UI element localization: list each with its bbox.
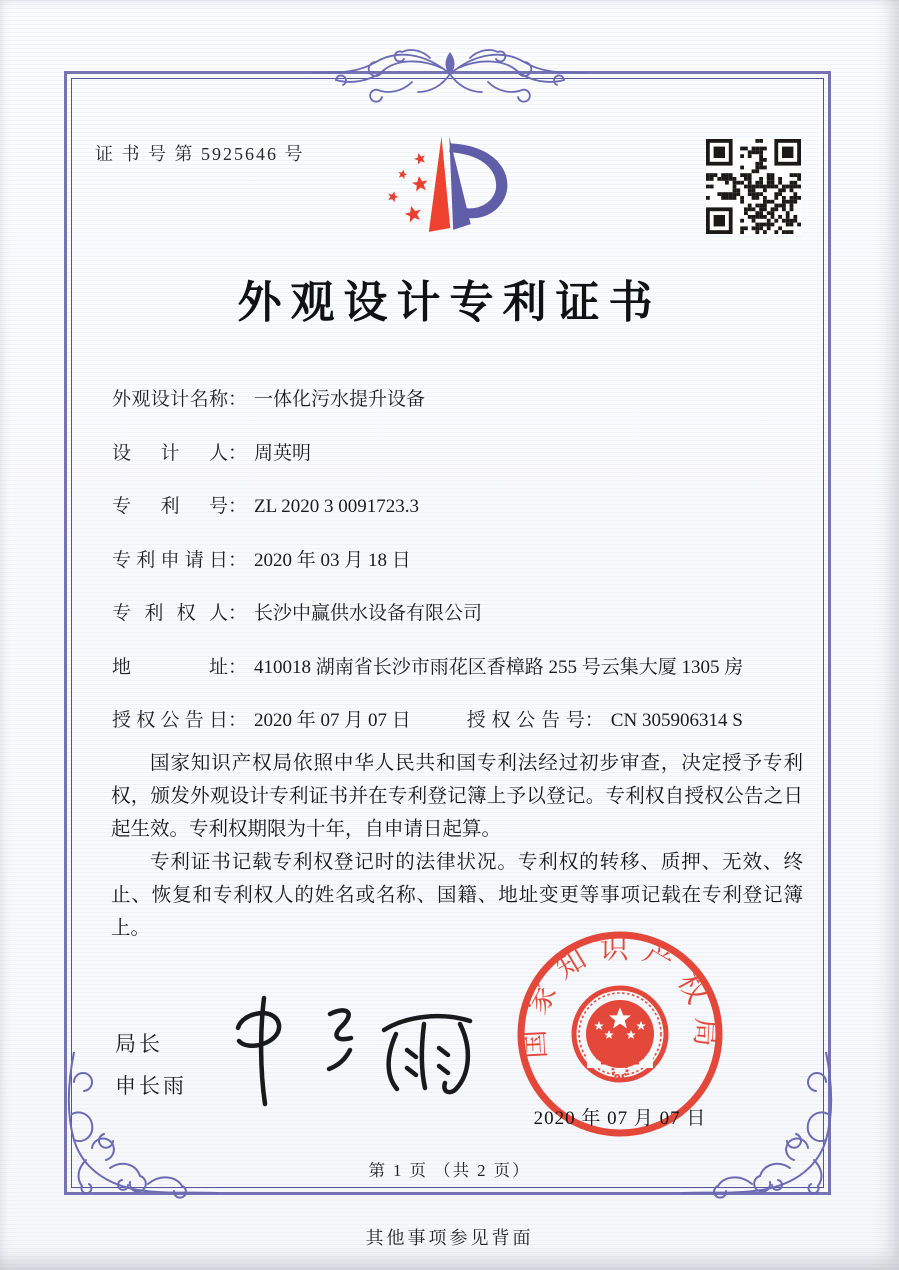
field-label: 专利权人 [112,603,228,624]
cnipa-logo-icon [352,126,566,256]
field-value: 2020 年 03 月 18 日 [254,549,411,571]
field-value: 一体化污水提升设备 [254,389,426,410]
field-label: 设计人 [112,442,228,464]
field-value: ZL 2020 3 0091723.3 [254,496,420,517]
field-list [112,384,812,759]
field-value: 410018 湖南省长沙市雨花区香樟路 255 号云集大厦 1305 房 [254,656,744,678]
director-handwritten-signature [218,988,484,1110]
field-filing-date: 专利申请日： 2020 年 03 月 18 日 [112,545,812,599]
field-label: 地址 [112,656,228,678]
field-address: 地址： 410018 湖南省长沙市雨花区香樟路 255 号云集大厦 1305 房 [112,652,812,706]
national-emblem-icon [574,988,666,1080]
certificate-title: 外观设计专利证书 [237,278,662,327]
field-value: CN 305906314 S [610,710,743,731]
field-design-name: 外观设计名称： 一体化污水提升设备 [112,384,812,438]
top-flourish-ornament [292,42,608,106]
field-patent-number: 专利号： ZL 2020 3 0091723.3 [112,491,812,545]
field-designer: 设计人： 周英明 [112,438,812,492]
legal-paragraph-1: 国家知识产权局依照中华人民共和国专利法经过初步审查，决定授予专利权，颁发外观设计专利证书并在专利登记簿上予以登记。专利权自授权公告之日起生效。专利权期限为十年，自申请日起算。 [111,753,803,840]
field-value: 2020 年 07 月 07 日 [254,710,411,731]
director-name-label: 申长雨 [115,1074,187,1098]
field-grant-date-and-number: 授权公告日： 2020 年 07 月 07 日 授权公告号： CN 305906314 S [112,705,812,759]
legal-paragraph-2: 专利证书记载专利权登记时的法律状况。专利权的转移、质押、无效、终止、恢复和专利权人的姓名或名称、国籍、地址变更等事项记载在专利登记簿上。 [111,852,803,939]
back-side-note: 其他事项参见背面 [365,1228,534,1248]
field-label: 专利申请日 [112,549,228,571]
field-label: 外观设计名称 [112,389,228,410]
page-number: 第 1 页 （共 2 页） [368,1161,531,1180]
field-value: 长沙中赢供水设备有限公司 [254,603,483,624]
field-patentee: 专利权人： 长沙中赢供水设备有限公司 [112,598,812,652]
qr-code [706,139,801,234]
field-label: 专利号 [112,496,228,517]
seal-ring-text: 国家知识产权局 [518,932,722,1060]
field-label: 授权公告号 [466,710,585,731]
director-title-label: 局长 [115,1032,163,1056]
field-label: 授权公告日 [112,710,228,731]
field-value: 周英明 [254,442,312,464]
legal-text [111,747,803,945]
certificate-number: 证 书 号 第 5925646 号 [95,144,305,164]
seal-date: 2020 年 07 月 07 日 [533,1108,707,1129]
